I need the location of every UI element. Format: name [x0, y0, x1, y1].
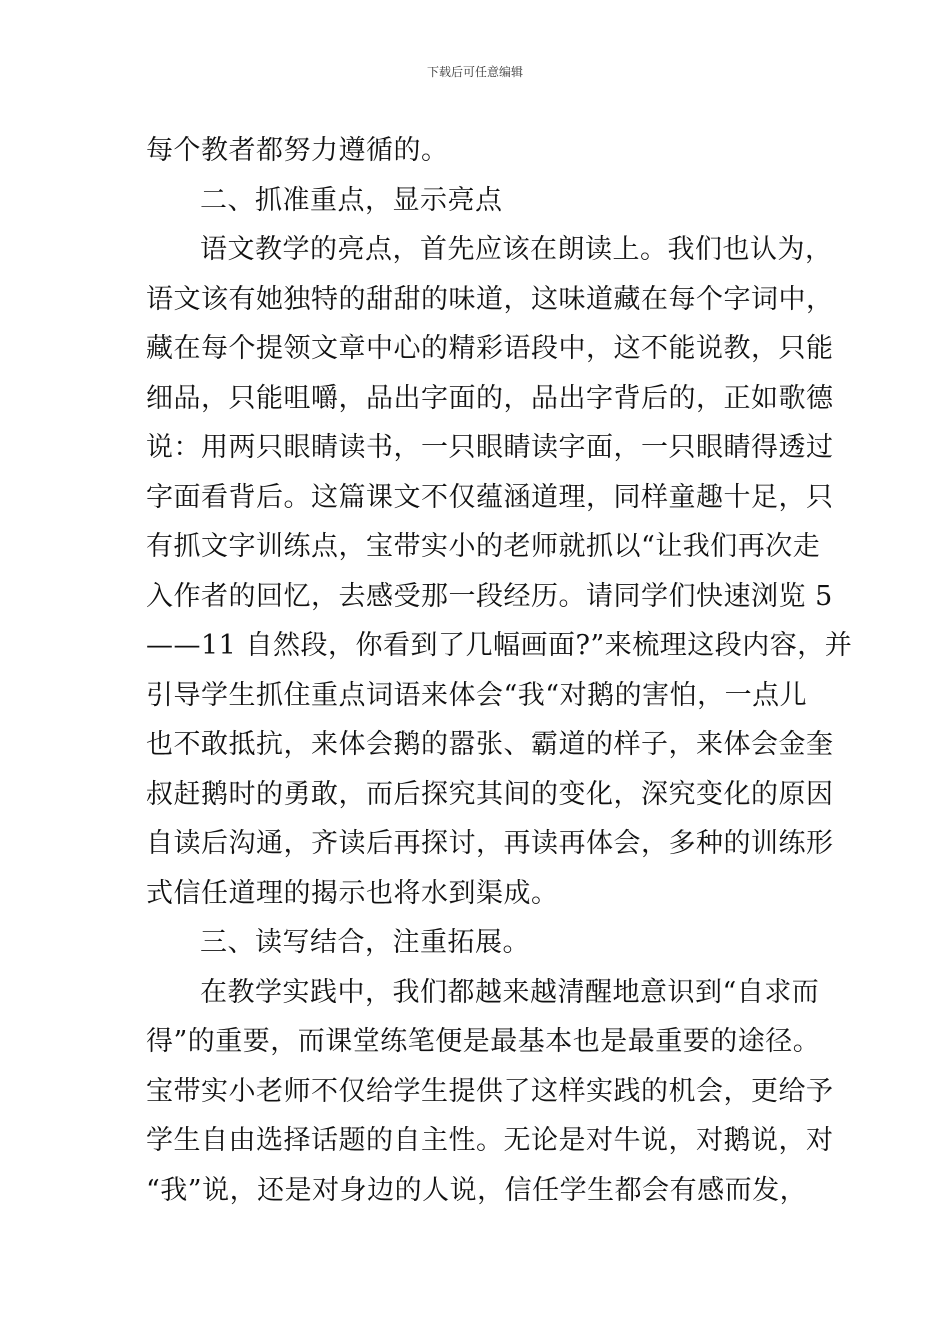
text-line: 在教学实践中，我们都越来越清醒地意识到“自求而	[200, 976, 820, 1008]
text-line: 宝带实小老师不仅给学生提供了这样实践的机会，更给予	[146, 1075, 834, 1107]
text-line: 学生自由选择话题的自主性。无论是对牛说，对鹅说，对	[146, 1125, 834, 1156]
text-line: 入作者的回忆，去感受那一段经历。请同学们快速浏览 5	[146, 580, 833, 612]
text-line: 式信任道理的揭示也将水到渠成。	[146, 877, 559, 909]
text-line: 二、抓准重点，显示亮点	[200, 184, 503, 216]
text-line: 字面看背后。这篇课文不仅蕴涵道理，同样童趣十足，只	[146, 481, 834, 513]
text-line: 自读后沟通，齐读后再探讨，再读再体会，多种的训练形	[146, 828, 834, 859]
text-line: 有抓文字训练点，宝带实小的老师就抓以“让我们再次走	[146, 531, 821, 562]
text-line: 引导学生抓住重点词语来体会“我“对鹅的害怕，一点儿	[146, 679, 808, 711]
text-line: 说：用两只眼睛读书，一只眼睛读字面，一只眼睛得透过	[146, 432, 834, 463]
text-line: ——11 自然段，你看到了几幅画面?”来梳理这段内容，并	[146, 630, 853, 661]
text-line: 藏在每个提领文章中心的精彩语段中，这不能说教，只能	[146, 333, 834, 364]
text-line: “我”说，还是对身边的人说，信任学生都会有感而发，	[146, 1174, 808, 1206]
text-line: 细品，只能咀嚼，品出字面的，品出字背后的，正如歌德	[146, 382, 834, 414]
page-header: 下载后可任意编辑	[426, 65, 523, 79]
document-body	[146, 126, 853, 1215]
text-line: 得”的重要，而课堂练笔便是最基本也是最重要的途径。	[146, 1026, 821, 1057]
text-line: 语文教学的亮点，首先应该在朗读上。我们也认为，	[200, 234, 833, 265]
text-line: 语文该有她独特的甜甜的味道，这味道藏在每个字词中，	[146, 283, 834, 315]
text-line: 三、读写结合，注重拓展。	[200, 927, 530, 958]
text-line: 也不敢抵抗，来体会鹅的嚣张、霸道的样子，来体会金奎	[146, 729, 834, 760]
text-line: 叔赶鹅时的勇敢，而后探究其间的变化，深究变化的原因	[146, 778, 834, 810]
text-line: 每个教者都努力遵循的。	[146, 135, 449, 166]
